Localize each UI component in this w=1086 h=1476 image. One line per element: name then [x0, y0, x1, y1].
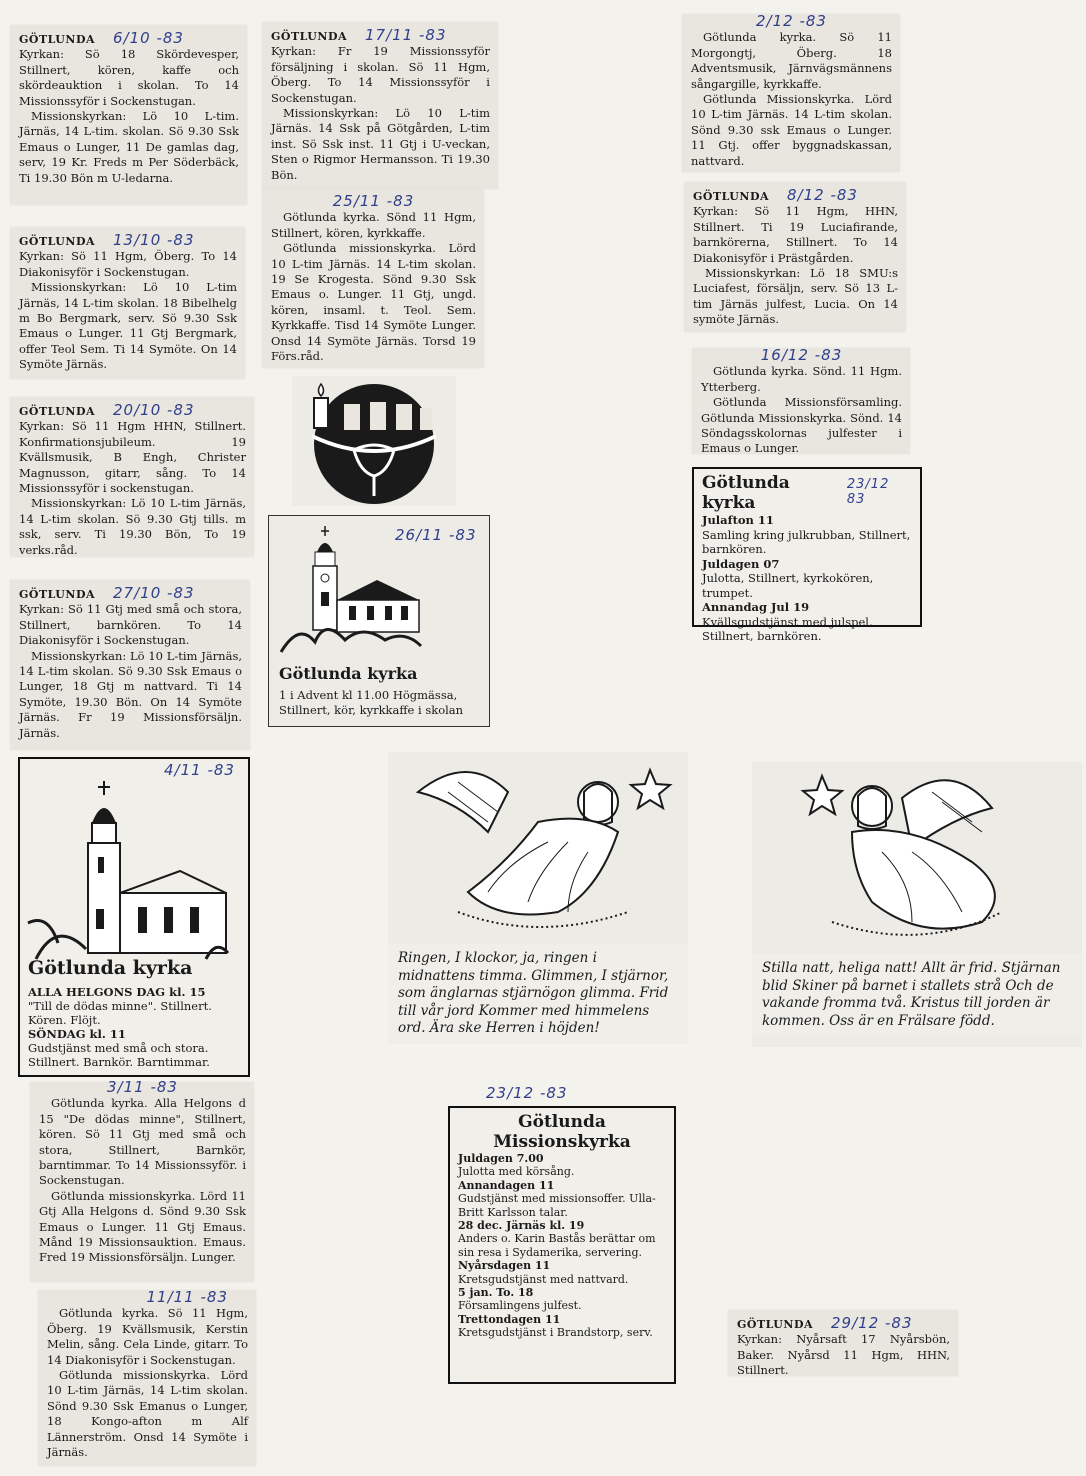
service-heading: Juldagen 07 [702, 556, 780, 571]
clip-heading: GÖTLUNDA [271, 30, 348, 43]
mission-notice: Missionskyrkan: Lö 10 L-tim Järnäs. 14 Ssk på Götgården, L-tim inst. Sö Ssk inst. 11 Gtj i U-veckan, Sten o Rigmor Hermansson. Ti 19.30 Bön. [271, 106, 490, 182]
mission-notice: Missionskyrkan: Lö 10 L-tim Järnäs, 14 L-tim skolan. Sö 9.30 Ssk Emaus o Lunger, 18 Gtj m nattvard. Ti 14 Symöte, 19.30 Bön. On 14 Symöte Järnäs. Fr 19 Missionsförsäljn. Järnäs. [19, 648, 242, 740]
service-heading: Juldagen 7.00 [458, 1152, 544, 1165]
church-drawing-icon [277, 522, 427, 662]
church-notice: Götlunda kyrka. Sönd 11 Hgm, Stillnert, kören, kyrkkaffe. [271, 210, 476, 240]
clip-heading: GÖTLUNDA [737, 1318, 814, 1331]
mission-notice: Missionskyrkan: Lö 10 L-tim. Järnäs, 14 L-tim. skolan. Sö 9.30 Ssk Emaus o Lunger, 11 De gamlas dag, serv, 19 Kr. Freds m Per Söderbäck, Ti 19.30 Bön m U-ledarna. [19, 109, 239, 185]
service-text: Samling kring julkrubban, Stillnert, barnkören. [702, 527, 911, 556]
service-text: Kretsgudstjänst med nattvard. [458, 1272, 629, 1286]
handwritten-date: 17/11 -83 [365, 26, 447, 44]
clipping-3-11 [30, 1078, 254, 1282]
service-heading: Trettondagen 11 [458, 1312, 561, 1326]
handwritten-date: 23/12 -83 [486, 1084, 568, 1102]
angel-poem-left [388, 752, 688, 1042]
poem-text: Ringen, I klockor, ja, ringen i midnattens timma. Glimmen, I stjärnor, som änglarnas stjärnögon glimma. Frid till vår jord Kommer med himmelens ord. Ära ske Herren i höjden! [388, 944, 688, 1044]
service-heading: 5 jan. To. 18 [458, 1286, 534, 1300]
clipping-11-11 [38, 1290, 256, 1466]
church-notice: Götlunda kyrka. Sönd. 11 Hgm. Ytterberg. [701, 364, 902, 394]
clip-heading: GÖTLUNDA [19, 235, 96, 248]
clipping-29-12 [728, 1310, 958, 1376]
mission-services-box [448, 1106, 676, 1384]
ad-title: Götlunda kyrka [28, 957, 193, 979]
handwritten-date: 16/12 -83 [760, 346, 843, 364]
poem-text: Stilla natt, heliga natt! Allt är frid. Stjärnan blid Skiner på barnet i stallets strå Och de vakande fromma två. Kristus till jorden är kommen. Oss är en Frälsare född. [752, 954, 1082, 1036]
candelabra-icon [292, 376, 456, 506]
handwritten-date: 20/10 -83 [113, 401, 195, 419]
box-title: Götlunda kyrka [702, 473, 790, 513]
box-title-line2: Missionskyrka [493, 1132, 631, 1152]
advent-candle-illustration [292, 376, 456, 506]
church-notice: Kyrkan: Fr 19 Missionssyför försäljning i skolan. Sö 11 Hgm, Öberg. To 14 Missionssyför i Sockenstugan. [271, 44, 490, 105]
service-text: Julotta med körsång. [458, 1165, 575, 1179]
clipping-17-11 [262, 22, 498, 189]
church-notice: Kyrkan: Sö 11 Hgm, Öberg. To 14 Diakonisyför i Sockenstugan. [19, 249, 237, 279]
clipping-16-12 [692, 348, 910, 454]
service-text: Gudstjänst med missionsoffer. Ulla-Britt Karlsson talar. [458, 1192, 656, 1219]
handwritten-date: 25/11 -83 [332, 192, 415, 210]
mission-notice: Götlunda missionskyrka. Lörd 10 L-tim Järnäs, 14 L-tim skolan. Sönd 9.30 Ssk Emanus o Lunger, 18 Kongo-afton m Alf Lännerström. Onsd 14 Symöte i Järnäs. [47, 1368, 248, 1460]
clipping-27-10 [10, 580, 250, 750]
clip-heading: GÖTLUNDA [19, 405, 96, 418]
service-heading: Julafton 11 [702, 513, 774, 527]
mission-notice: Missionskyrkan: Lö 18 SMU:s Luciafest, försäljn, serv. Sö 13 L-tim Järnäs julfest, Lucia. On 14 symöte Järnäs. [693, 266, 898, 327]
service-heading: Annandagen 11 [458, 1178, 555, 1192]
handwritten-date: 8/12 -83 [787, 186, 858, 204]
service-text: Anders o. Karin Bastås berättar om sin resa i Sydamerika, servering. [458, 1232, 656, 1259]
handwritten-date: 3/11 -83 [107, 1078, 178, 1096]
sunday-heading: SÖNDAG kl. 11 [28, 1027, 126, 1041]
service-heading: Nyårsdagen 11 [458, 1259, 551, 1273]
church-notice: Kyrkan: Nyårsaft 17 Nyårsbön, Baker. Nyårsd 11 Hgm, HHN, Stillnert. [737, 1332, 950, 1378]
all-saints-heading: ALLA HELGONS DAG kl. 15 [28, 985, 206, 999]
mission-notice: Götlunda Missionskyrka. Lörd 10 L-tim Järnäs. 14 L-tim skolan. Sönd 9.30 ssk Emaus o Lunger. 11 Gtj. offer byggnadskassan, nattvard. [691, 92, 892, 168]
church-notice: Kyrkan: Sö 11 Hgm HHN, Stillnert. Konfirmationsjubileum. 19 Kvällsmusik, B Engh, Christer Magnusson, gitarr, sång. To 14 Missionssyför i sockenstugan. [19, 419, 246, 496]
box-title-line1: Götlunda [518, 1112, 606, 1132]
mission-notice: Götlunda missionskyrka. Lörd 11 Gtj Alla Helgons d. Sönd 9.30 Ssk Emaus o Lunger. 11 Gtj Emaus. Månd 19 Missionsauktion. Emaus. Fred 19 Missionsförsäljn. Lunger. [39, 1188, 246, 1265]
angel-with-star-icon [388, 752, 688, 942]
christmas-services-box [692, 467, 922, 643]
church-ad-all-saints [18, 757, 250, 1077]
church-notice: Götlunda kyrka. Alla Helgons d 15 "De dödas minne", Stillnert, kören. Sö 11 Gtj med små och stora, Stillnert, Barnkör, barntimmar. To 14 Missionssyför. i Sockenstugan. [39, 1096, 246, 1188]
church-notice: Götlunda kyrka. Sö 11 Hgm, Öberg. 19 Kvällsmusik, Kerstin Melin, sång. Cela Linde, gitarr. To 14 Diakonisyför i Sockenstugan. [47, 1306, 248, 1367]
church-notice: Kyrkan: Sö 11 Hgm, HHN, Stillnert. Ti 19 Luciafirande, barnkörerna, Stillnert. To 14 Diakonisyför i Prästgården. [693, 204, 898, 265]
handwritten-date: 6/10 -83 [113, 29, 184, 47]
service-text: Julotta, Stillnert, kyrkokören, trumpet. [702, 571, 874, 600]
angel-poem-right [752, 762, 1082, 1047]
service-text: Kretsgudstjänst i Brandstorp, serv. [458, 1326, 653, 1340]
church-notice: Kyrkan: Sö 18 Skördevesper, Stillnert, kören, kaffe och skördeauktion i skolan. To 14 Missionssyför i Sockenstugan. [19, 47, 239, 108]
service-text: Församlingens julfest. [458, 1299, 582, 1313]
handwritten-date: 4/11 -83 [164, 761, 235, 779]
mission-notice: Götlunda Missionsförsamling. Götlunda Missionskyrka. Sönd. 14 Söndagsskolornas julfester i Emaus o Lunger. [701, 395, 902, 456]
mission-church-christmas [448, 1084, 676, 1384]
all-saints-text: "Till de dödas minne". Stillnert. Kören. Flöjt. [28, 999, 212, 1027]
sunday-text: Gudstjänst med små och stora. Stillnert. Barnkör. Barntimmar. [28, 1041, 210, 1069]
clipping-20-10 [10, 397, 254, 557]
handwritten-date: 11/11 -83 [146, 1288, 228, 1306]
service-heading: Annandag Jul 19 [702, 600, 810, 614]
service-text: Kvällsgudstjänst med julspel, Stillnert, barnkören. [702, 614, 873, 643]
handwritten-date: 29/12 -83 [831, 1314, 913, 1332]
clipping-25-11 [262, 188, 484, 368]
handwritten-date: 26/11 -83 [395, 526, 477, 544]
clipping-8-12 [684, 182, 906, 332]
handwritten-date: 2/12 -83 [756, 12, 827, 30]
handwritten-date: 13/10 -83 [113, 231, 195, 249]
handwritten-date: 23/12 83 [846, 477, 890, 507]
church-ad-advent [268, 515, 490, 727]
church-notice: Götlunda kyrka. Sö 11 Morgongtj, Öberg. 18 Adventsmusik, Järnvägsmännens sångargille, kyrkkaffe. [691, 30, 892, 91]
clip-heading: GÖTLUNDA [19, 33, 96, 46]
mission-notice: Missionskyrkan: Lö 10 L-tim Järnäs, 14 L-tim skolan. 18 Bibelhelg m Bo Bergmark, serv. Sö 9.30 Ssk Emaus o Lunger. 11 Gtj Bergmark, offer Teol Sem. Ti 14 Symöte. On 14 Symöte Järnäs. [19, 280, 237, 372]
service-heading: 28 dec. Järnäs kl. 19 [458, 1219, 585, 1233]
ad-text: 1 i Advent kl 11.00 Högmässa, Stillnert, kör, kyrkkaffe i skolan [279, 688, 464, 717]
clip-heading: GÖTLUNDA [19, 588, 96, 601]
clipping-13-10 [10, 227, 245, 379]
mission-notice: Missionskyrkan: Lö 10 L-tim Järnäs, 14 L-tim skolan. Sö 9.30 Gtj tills. m ssk, serv. Ti 19.30 Bön, To 19 verks.råd. [19, 496, 246, 557]
ad-title: Götlunda kyrka [279, 664, 418, 683]
church-sketch-icon [26, 773, 236, 963]
mission-notice: Götlunda missionskyrka. Lörd 10 L-tim Järnäs. 14 L-tim skolan. 19 Se Krogesta. Sönd 9.30 Ssk Emaus o. Lunger. 11 Gtj, ungd. kören, insaml. t. Teol. Sem. Kyrkkaffe. Tisd 14 Symöte Lunger. Onsd 14 Symöte Järnäs. Torsd 19 Förs.råd. [271, 241, 476, 364]
clipping-2-12 [682, 14, 900, 172]
handwritten-date: 27/10 -83 [113, 584, 195, 602]
clip-heading: GÖTLUNDA [693, 190, 770, 203]
clipping-6-10 [10, 25, 247, 205]
angel-with-star-icon [752, 762, 1082, 947]
church-notice: Kyrkan: Sö 11 Gtj med små och stora, Stillnert, barnkören. To 14 Diakonisyför i Sockenstugan. [19, 602, 242, 648]
